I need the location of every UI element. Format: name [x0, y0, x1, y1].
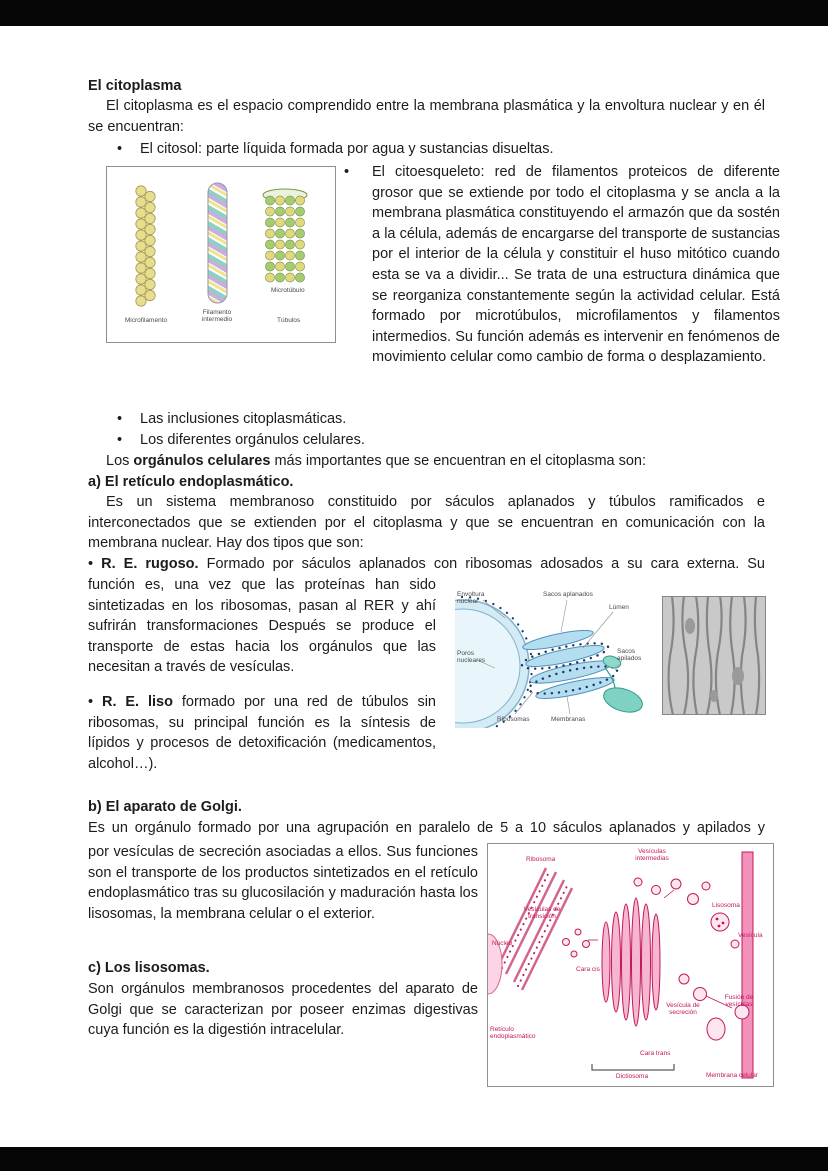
page-title: El citoplasma: [88, 78, 182, 94]
golgi-label-cara-trans: Cara trans: [640, 1050, 671, 1057]
golgi-label-vesicula: Vesícula: [738, 932, 763, 939]
rer-liso-bold: R. E. liso: [101, 694, 173, 710]
organelles-intro-line: [88, 451, 765, 472]
bullet-marker: •: [88, 694, 94, 710]
bullet-citoesqueleto: [344, 162, 780, 368]
scan-edge-bottom: [0, 1147, 828, 1171]
section-b-heading: b) El aparato de Golgi.: [88, 799, 242, 815]
microtubule-beads: [265, 195, 305, 283]
golgi-label-vesiculas-intermedias: Vesículas intermedias: [635, 848, 669, 863]
golgi-lead: Es un orgánulo formado por una agrupación en paralelo de 5 a 10 sáculos aplanados y apilados y: [88, 820, 765, 836]
intro-paragraph: El citoplasma es el espacio comprendido entre la membrana plasmática y la envoltura nuclear y en él se encuentran:: [88, 98, 765, 135]
bullet-citosol: [117, 139, 553, 160]
bullet-marker: •: [88, 556, 94, 572]
rer-liso-body: formado por una red de túbulos sin ribosomas, su principal función es la síntesis de lípidos y procesos de detoxificación (medicamentos, alcohol…).: [88, 694, 436, 772]
intermediate-filament-shape: [208, 183, 227, 303]
rer-diagram-figure: [455, 588, 660, 728]
golgi-label-fusion-vesiculas: Fusión de vesículas: [724, 994, 754, 1009]
section-a-intro: Es un sistema membranoso constituido por sáculos aplanados y túbulos ramificados e interconectados que se extienden por el citoplasma y que se encuentran en comunicación con la membrana nuclear. Hay dos tipos que son:: [88, 494, 765, 552]
organelles-intro-post: más importantes que se encuentran en el citoplasma son:: [270, 453, 647, 469]
section-c-heading: c) Los lisosomas.: [88, 960, 210, 976]
golgi-label-membrana-celular: Membrana celular: [706, 1072, 759, 1079]
bullet-marker: •: [117, 432, 123, 448]
bullet-citosol-text: El citosol: parte líquida formada por agua y sustancias disueltas.: [140, 141, 554, 157]
bullet-inclusiones: [117, 409, 346, 430]
rer-label-membranas: Membranas: [551, 716, 586, 723]
golgi-illustration: [488, 844, 771, 1084]
bullet-inclusiones-text: Las inclusiones citoplasmáticas.: [140, 411, 347, 427]
cytoskeleton-figure: [106, 166, 336, 343]
bullet-organulos: [117, 430, 365, 451]
rer-label-poros: Poros nucleares: [457, 650, 486, 665]
tubules-label: Túbulos: [277, 317, 301, 324]
golgi-label-dictiosoma: Dictiosoma: [615, 1073, 649, 1080]
intermediate-filament-label: Filamento intermedio: [201, 309, 233, 324]
micrograph-texture: [662, 596, 766, 715]
microfilament-label: Microfilamento: [124, 317, 168, 324]
bullet-citoesqueleto-text: El citoesqueleto: red de filamentos proteicos de diferente grosor que se extiende por todo el citoplasma y se ancla a la membrana plasmática constituyendo el armazón que da sostén a la célula, además de encargarse del transporte de sustancias por el interior de la célula y constituir el huso mitótico cuando esta se va a dividir... Se trata de una estructura dinámica que se reorganiza constantemente según la actividad celular. Está formado por microtúbulos, microfilamentos y filamentos intermedios. Su función además es intervenir en fenómenos de movimiento celular como cambio de forma o desplazamiento.: [372, 164, 780, 366]
organelles-intro-pre: Los: [106, 453, 134, 469]
rer-rugoso-bold: R. E. rugoso.: [101, 556, 199, 572]
rer-rugoso-body: función es, una vez que las proteínas han sido sintetizadas en los ribosomas, pasan al RER y ahí sufrirán transformaciones Después se produce el transporte de estas hacia los orgánulos que las necesitan a través de vesículas.: [88, 577, 436, 676]
scan-edge-top: [0, 0, 828, 26]
section-a-heading: a) El retículo endoplasmático.: [88, 474, 294, 490]
golgi-label-ribosoma: Ribosoma: [526, 856, 556, 863]
golgi-figure: [487, 843, 774, 1087]
bullet-marker: •: [117, 411, 123, 427]
golgi-label-nucleo: Núcleo: [492, 940, 513, 947]
golgi-label-cara-cis: Cara cis: [576, 966, 600, 973]
rer-label-sacos-apilados: Sacos apilados: [617, 648, 642, 663]
rer-rugoso-lead: [88, 554, 765, 575]
rer-label-ribosomas: Ribosomas: [497, 716, 530, 723]
rer-label-envoltura: Envoltura nuclear: [457, 591, 485, 606]
rer-micrograph-image: [662, 596, 766, 715]
microfilament-beads: [136, 186, 155, 306]
rer-rugoso-lead-text: Formado por sáculos aplanados con ribosomas adosados a su cara externa. Su: [198, 556, 765, 572]
organelles-intro-bold: orgánulos celulares: [133, 453, 271, 469]
golgi-label-vesicula-secrecion: Vesícula de secreción: [666, 1002, 700, 1017]
lisosomas-body: Son orgánulos membranosos procedentes del aparato de Golgi que se caracterizan por poseer enzimas digestivas cuya función es la digestión intracelular.: [88, 981, 478, 1039]
rer-label-sacos-aplanados: Sacos aplanados: [543, 591, 593, 598]
rer-liso-paragraph: [88, 692, 436, 774]
bullet-marker: •: [117, 141, 123, 157]
rer-label-lumen: Lúmen: [609, 604, 629, 611]
golgi-label-lisosoma: Lisosoma: [712, 902, 740, 909]
golgi-label-vesiculas-transicion: Vesículas de transición: [523, 906, 561, 921]
golgi-label-reticulo: Retículo endoplasmático: [490, 1026, 536, 1041]
microtubule-label: Microtúbulo: [271, 287, 305, 294]
bullet-organulos-text: Los diferentes orgánulos celulares.: [140, 432, 365, 448]
bullet-marker: •: [344, 164, 350, 180]
golgi-body: por vesículas de secreción asociadas a ellos. Sus funciones son el transporte de los productos sintetizados en el retículo endoplasmático tras su glucosilación y maduración hasta los lisosomas, la membrana celular o el exterior.: [88, 844, 478, 922]
